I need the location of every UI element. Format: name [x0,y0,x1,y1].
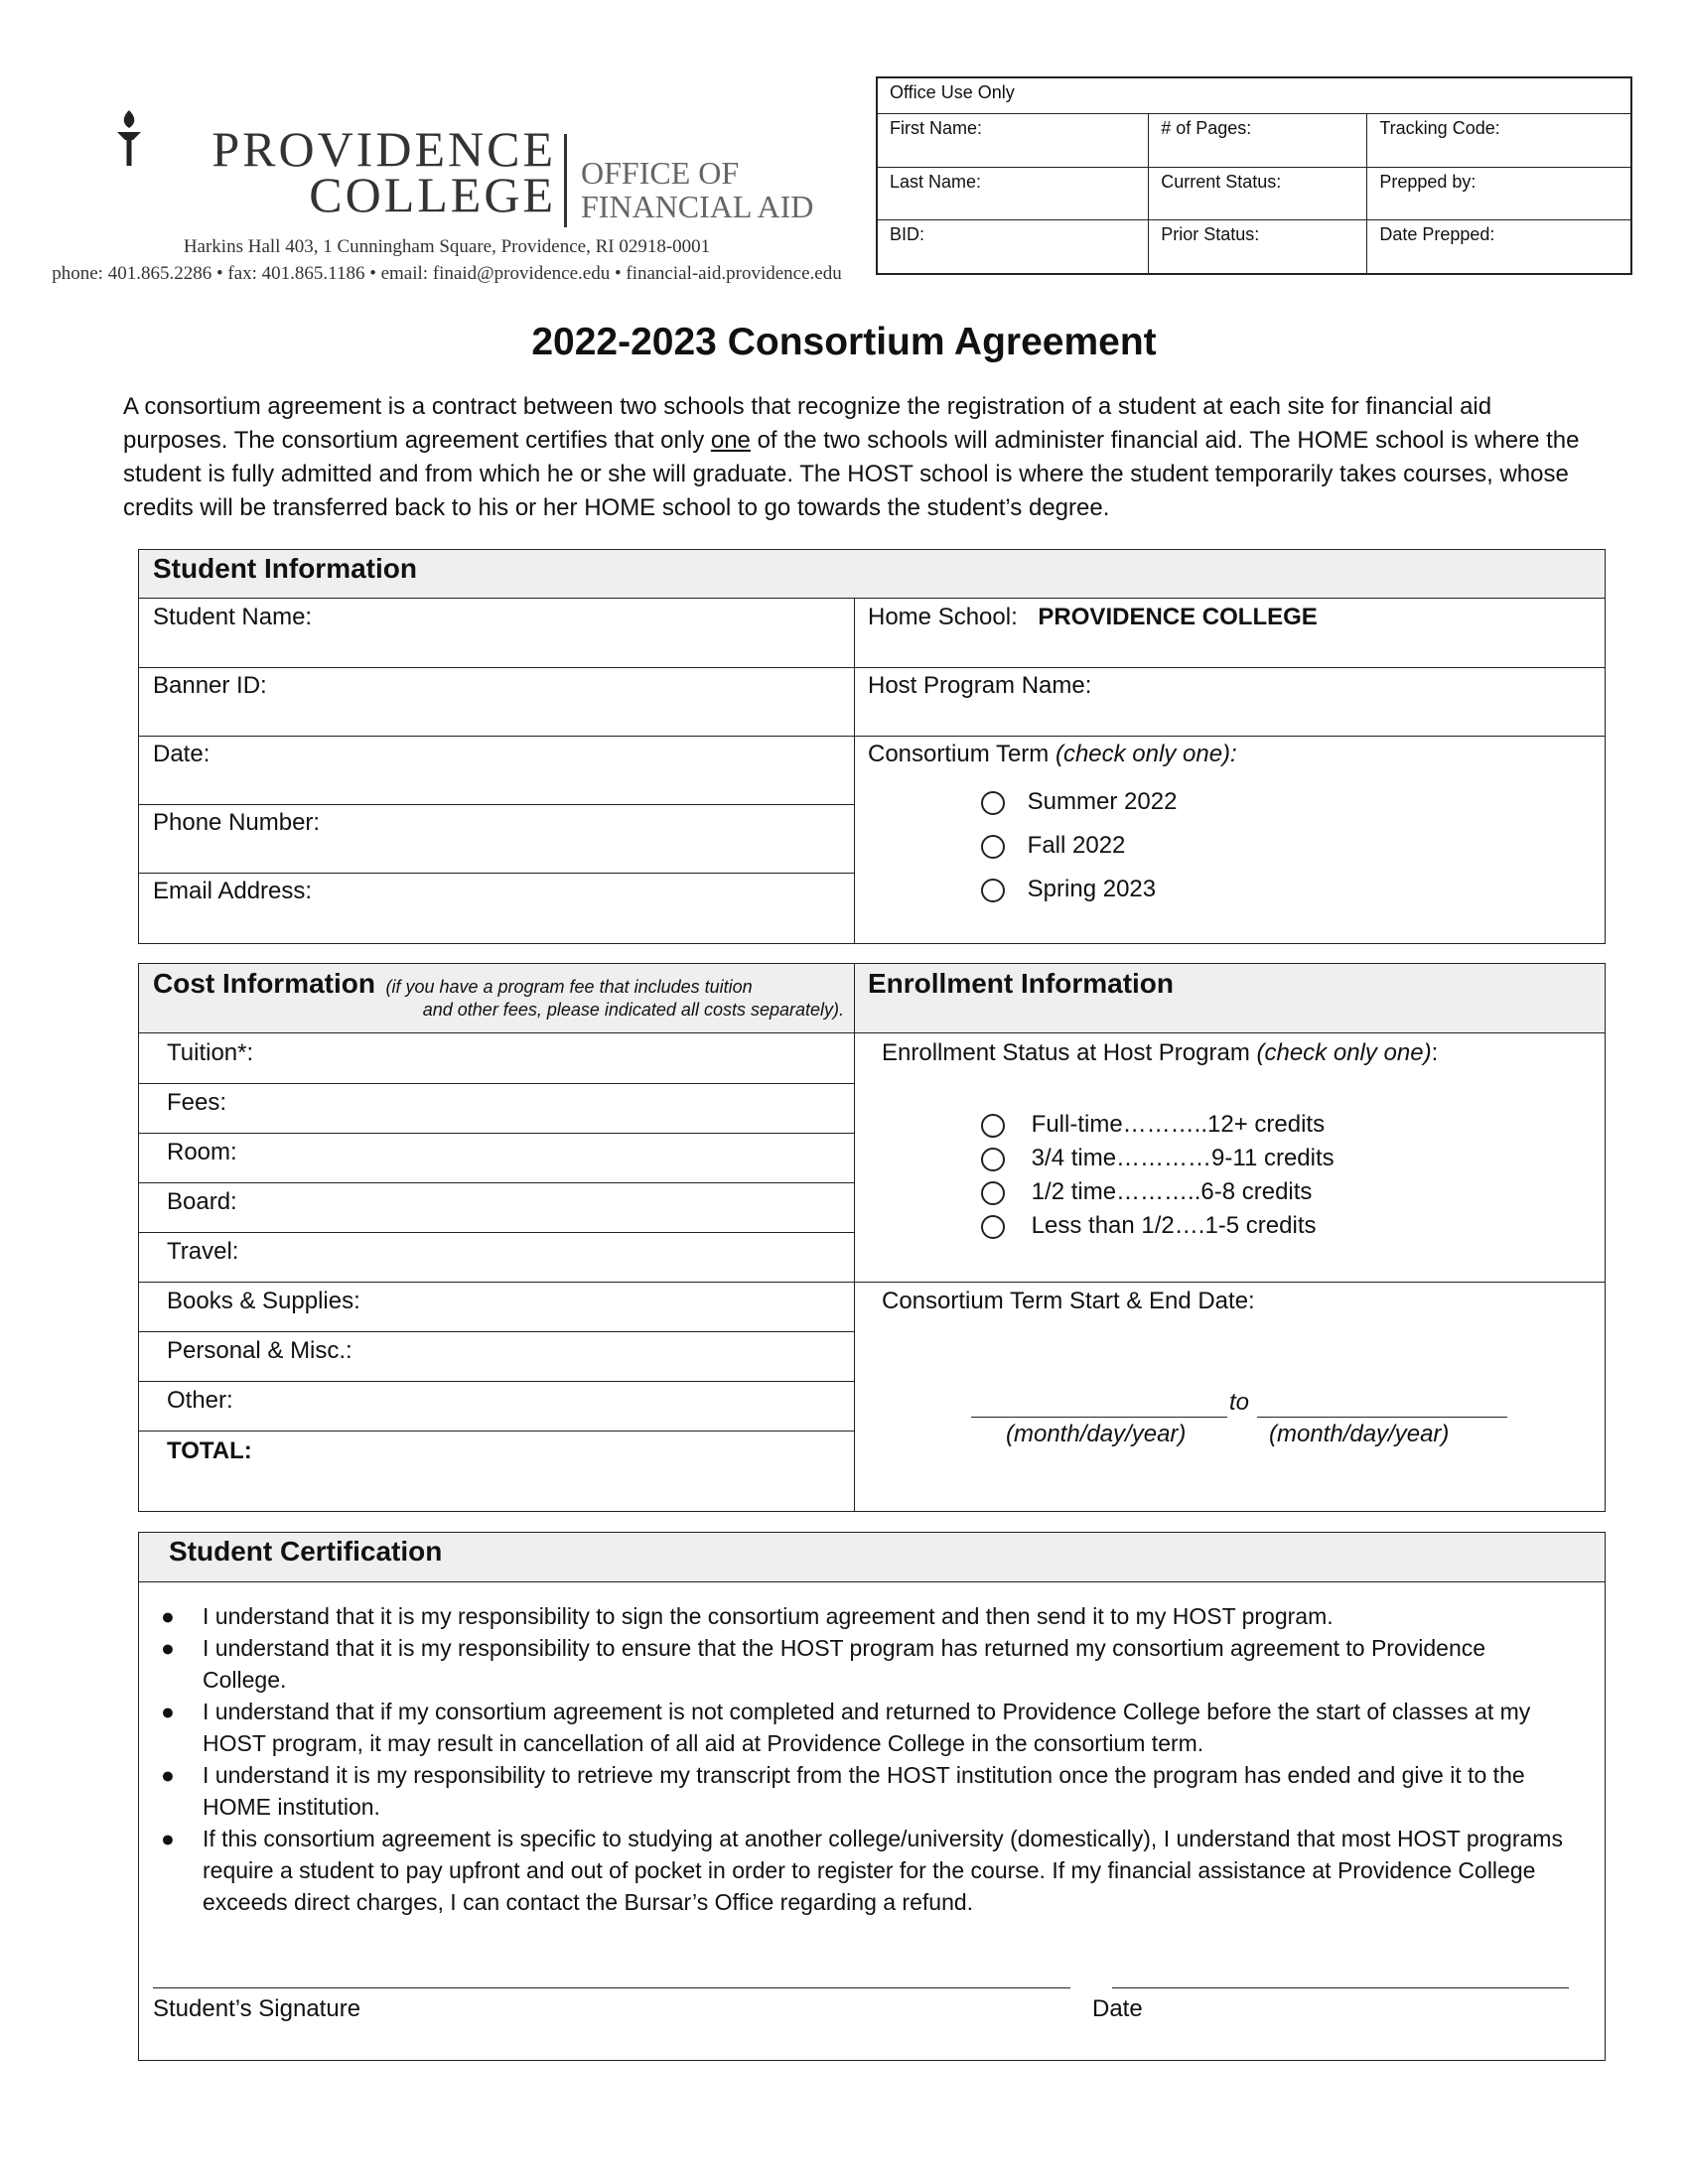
student-information-section [138,549,1606,944]
bullet-icon: ● [161,1762,175,1788]
office-pages: # of Pages: [1149,114,1367,168]
office-last-name: Last Name: [878,167,1149,220]
signature-date-label: Date [1092,1995,1143,2022]
bullet-icon: ● [161,1699,175,1724]
radio-icon[interactable] [981,835,1005,859]
certification-item: ● I understand it is my responsibility to retrieve my transcript from the HOST institution once the program has ended and give it to the HOME institution. [203,1759,1573,1823]
office-current-status: Current Status: [1149,167,1367,220]
torch-icon [111,108,147,168]
enrollment-option-half-time[interactable]: 1/2 time………..6-8 credits [981,1178,1312,1206]
home-school-field [868,604,1318,631]
radio-icon[interactable] [981,791,1005,815]
to-label: to [1229,1389,1250,1416]
enrollment-option-three-quarter[interactable]: 3/4 time…………9-11 credits [981,1145,1335,1172]
term-option-summer[interactable]: Summer 2022 [981,788,1177,816]
office-prepped-by: Prepped by: [1367,167,1631,220]
office-prior-status: Prior Status: [1149,220,1367,274]
bullet-icon: ● [161,1826,175,1851]
office-first-name: First Name: [878,114,1149,168]
radio-icon[interactable] [981,1181,1005,1205]
certification-item: ● I understand that if my consortium agreement is not completed and returned to Providence College before the start of classes at my HOST program, it may result in cancellation of all aid at Providence College in the consortium term. [203,1696,1573,1759]
radio-icon[interactable] [981,1148,1005,1171]
college-name: PROVIDENCE COLLEGE [211,121,556,222]
term-dates-label: Consortium Term Start & End Date: [882,1288,1255,1314]
end-date-format: (month/day/year) [1269,1421,1450,1447]
term-option-fall[interactable]: Fall 2022 [981,832,1125,860]
books-supplies-field[interactable]: Books & Supplies: [167,1288,360,1314]
term-option-spring[interactable]: Spring 2023 [981,876,1156,903]
consortium-term-label: Consortium Term (check only one): [868,741,1237,767]
tuition-field[interactable]: Tuition*: [167,1039,254,1066]
office-date-prepped: Date Prepped: [1367,220,1631,274]
enrollment-status-label: Enrollment Status at Host Program (check only one): [882,1039,1439,1066]
student-certification-heading: Student Certification [139,1533,1605,1582]
certification-item: ● If this consortium agreement is specific to studying at another college/university (domestically), I understand that most HOST programs require a student to pay upfront and out of pocket in order to register for the course. If my financial assistance at Providence College exceeds direct charges, I can contact the Bursar’s Office regarding a refund. [203,1823,1573,1918]
document-title: 2022-2023 Consortium Agreement [531,321,1157,363]
office-use-box [876,76,1632,275]
bullet-icon: ● [161,1603,175,1629]
office-name: OFFICE OF FINANCIAL AID [581,155,814,224]
date-field[interactable]: Date: [153,741,211,767]
enrollment-information-heading: Enrollment Information [868,968,1174,999]
office-bid: BID: [878,220,1149,274]
enrollment-option-full-time[interactable]: Full-time………..12+ credits [981,1111,1325,1139]
travel-field[interactable]: Travel: [167,1238,239,1265]
home-school-label: Home School: [868,604,1018,630]
radio-icon[interactable] [981,879,1005,902]
start-date-line[interactable] [971,1417,1227,1418]
radio-icon[interactable] [981,1114,1005,1138]
student-certification-section [138,1532,1606,2061]
room-field[interactable]: Room: [167,1139,237,1165]
host-program-field[interactable]: Host Program Name: [868,672,1092,699]
total-field[interactable]: TOTAL: [167,1437,252,1464]
end-date-line[interactable] [1257,1417,1507,1418]
personal-misc-field[interactable]: Personal & Misc.: [167,1337,352,1364]
office-tracking-code: Tracking Code: [1367,114,1631,168]
banner-id-field[interactable]: Banner ID: [153,672,267,699]
contact-line: phone: 401.865.2286 • fax: 401.865.1186 • email: finaid@providence.edu • financial-aid.providence.edu [52,263,842,284]
college-logo [40,104,854,293]
board-field[interactable]: Board: [167,1188,237,1215]
certification-item: ● I understand that it is my responsibility to ensure that the HOST program has returned my consortium agreement to Providence College. [203,1632,1573,1696]
logo-divider [564,134,567,227]
fees-field[interactable]: Fees: [167,1089,227,1116]
signature-label: Student’s Signature [153,1995,361,2022]
start-date-format: (month/day/year) [1006,1421,1187,1447]
signature-line[interactable] [153,1987,1070,1988]
cost-information-heading: Cost Information (if you have a program fee that includes tuition and other fees, please indicated all costs separately). [153,968,844,1020]
office-use-title: Office Use Only [878,78,1631,114]
phone-number-field[interactable]: Phone Number: [153,809,321,836]
address-line: Harkins Hall 403, 1 Cunningham Square, Providence, RI 02918-0001 [183,236,711,257]
cost-enrollment-section [138,963,1606,1512]
student-information-heading: Student Information [139,550,1605,599]
bullet-icon: ● [161,1635,175,1661]
other-field[interactable]: Other: [167,1387,233,1414]
enrollment-option-less-than-half[interactable]: Less than 1/2….1-5 credits [981,1212,1317,1240]
radio-icon[interactable] [981,1215,1005,1239]
home-school-value: PROVIDENCE COLLEGE [1038,604,1318,630]
student-name-field[interactable]: Student Name: [153,604,313,630]
intro-paragraph: A consortium agreement is a contract between two schools that recognize the registration of a student at each site for financial aid purposes. The consortium agreement certifies that only one of the two schools will administer financial aid. The HOME school is where the student is fully admitted and from which he or she will graduate. The HOST school is where the student temporarily takes courses, whose credits will be transferred back to his or her HOME school to go towards the student’s degree. [123,393,1580,521]
certification-item: ● I understand that it is my responsibility to sign the consortium agreement and then send it to my HOST program. [203,1600,1573,1632]
email-address-field[interactable]: Email Address: [153,878,313,904]
date-line[interactable] [1112,1987,1569,1988]
